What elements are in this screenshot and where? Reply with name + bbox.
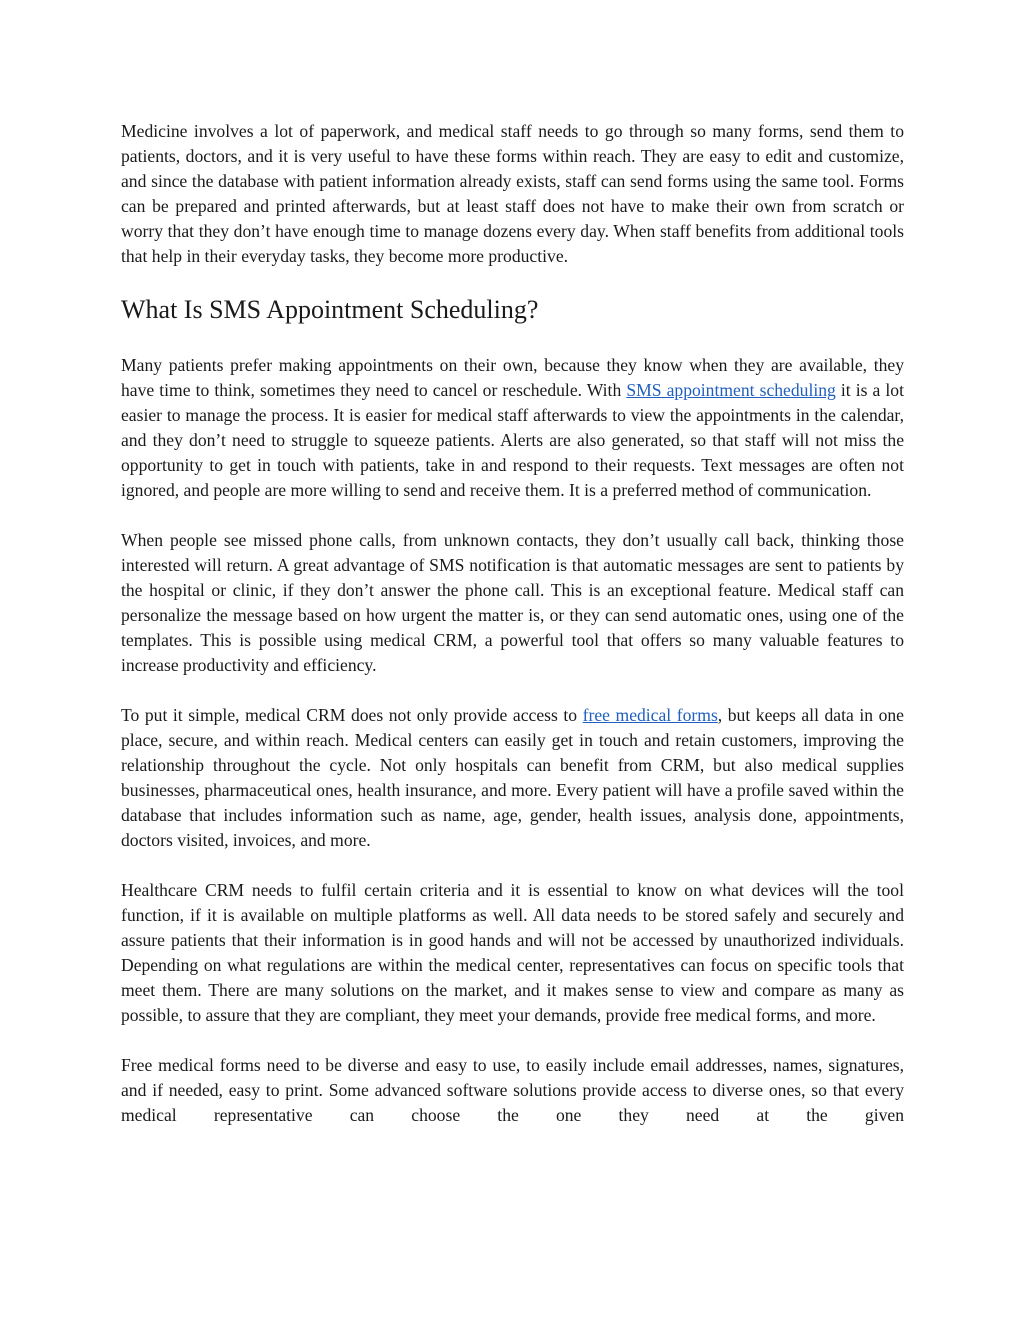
paragraph-free-forms: Free medical forms need to be diverse and easy to use, to easily include email addresses, names, signatures, and if needed, easy to print. Some advanced software solutions provide access to diverse ones, so that every medical representative can choose the one they need at the given xyxy=(121,1055,904,1125)
sms-appointment-scheduling-link[interactable]: SMS appointment scheduling xyxy=(626,380,836,400)
paragraph-intro: Medicine involves a lot of paperwork, and medical staff needs to go through so many forms, send them to patients, doctors, and it is very useful to have these forms within reach. They are easy to edit and customize, and since the database with patient information already exists, staff can send forms using the same tool. Forms can be prepared and printed afterwards, but at least staff does not have to make their own from scratch or worry that they don’t have enough time to manage dozens every day. When staff benefits from additional tools that help in their everyday tasks, they become more productive. xyxy=(121,121,904,266)
paragraph-medical-crm xyxy=(121,703,904,853)
paragraph-missed-calls: When people see missed phone calls, from unknown contacts, they don’t usually call back, thinking those interested will return. A great advantage of SMS notification is that automatic messages are sent to patients by the hospital or clinic, if they don’t answer the phone call. This is an exceptional feature. Medical staff can personalize the message based on how urgent the matter is, or they can send automatic ones, using one of the templates. This is possible using medical CRM, a powerful tool that offers so many valuable features to increase productivity and efficiency. xyxy=(121,530,904,675)
paragraph-text: To put it simple, medical CRM does not only provide access to xyxy=(121,705,583,725)
document-page xyxy=(121,119,904,1128)
paragraph-sms-scheduling xyxy=(121,353,904,503)
free-medical-forms-link[interactable]: free medical forms xyxy=(582,705,718,725)
paragraph-text: , but keeps all data in one place, secure, and within reach. Medical centers can easily get in touch and retain customers, improving the relationship throughout the cycle. Not only hospitals can benefit from CRM, but also medical supplies businesses, pharmaceutical ones, health insurance, and more. Every patient will have a profile saved within the database that includes information such as name, age, gender, health issues, analysis done, appointments, doctors visited, invoices, and more. xyxy=(121,705,904,850)
paragraph-text: Many patients prefer making appointments on their own, because they know when they are available, they have time to think, sometimes they need to cancel or reschedule. With xyxy=(121,355,904,400)
section-heading: What Is SMS Appointment Scheduling? xyxy=(121,295,539,324)
paragraph-text: it is a lot easier to manage the process. It is easier for medical staff afterwards to view the appointments in the calendar, and they don’t need to struggle to squeeze patients. Alerts are also generated, so that staff will not miss the opportunity to get in touch with patients, take in and respond to their requests. Text messages are often not ignored, and people are more willing to send and receive them. It is a preferred method of communication. xyxy=(121,380,904,500)
paragraph-healthcare-crm: Healthcare CRM needs to fulfil certain criteria and it is essential to know on what devices will the tool function, if it is available on multiple platforms as well. All data needs to be stored safely and securely and assure patients that their information is in good hands and will not be accessed by unauthorized individuals. Depending on what regulations are within the medical center, representatives can focus on specific tools that meet them. There are many solutions on the market, and it makes sense to view and compare as many as possible, to assure that they are compliant, they meet your demands, provide free medical forms, and more. xyxy=(121,880,904,1025)
